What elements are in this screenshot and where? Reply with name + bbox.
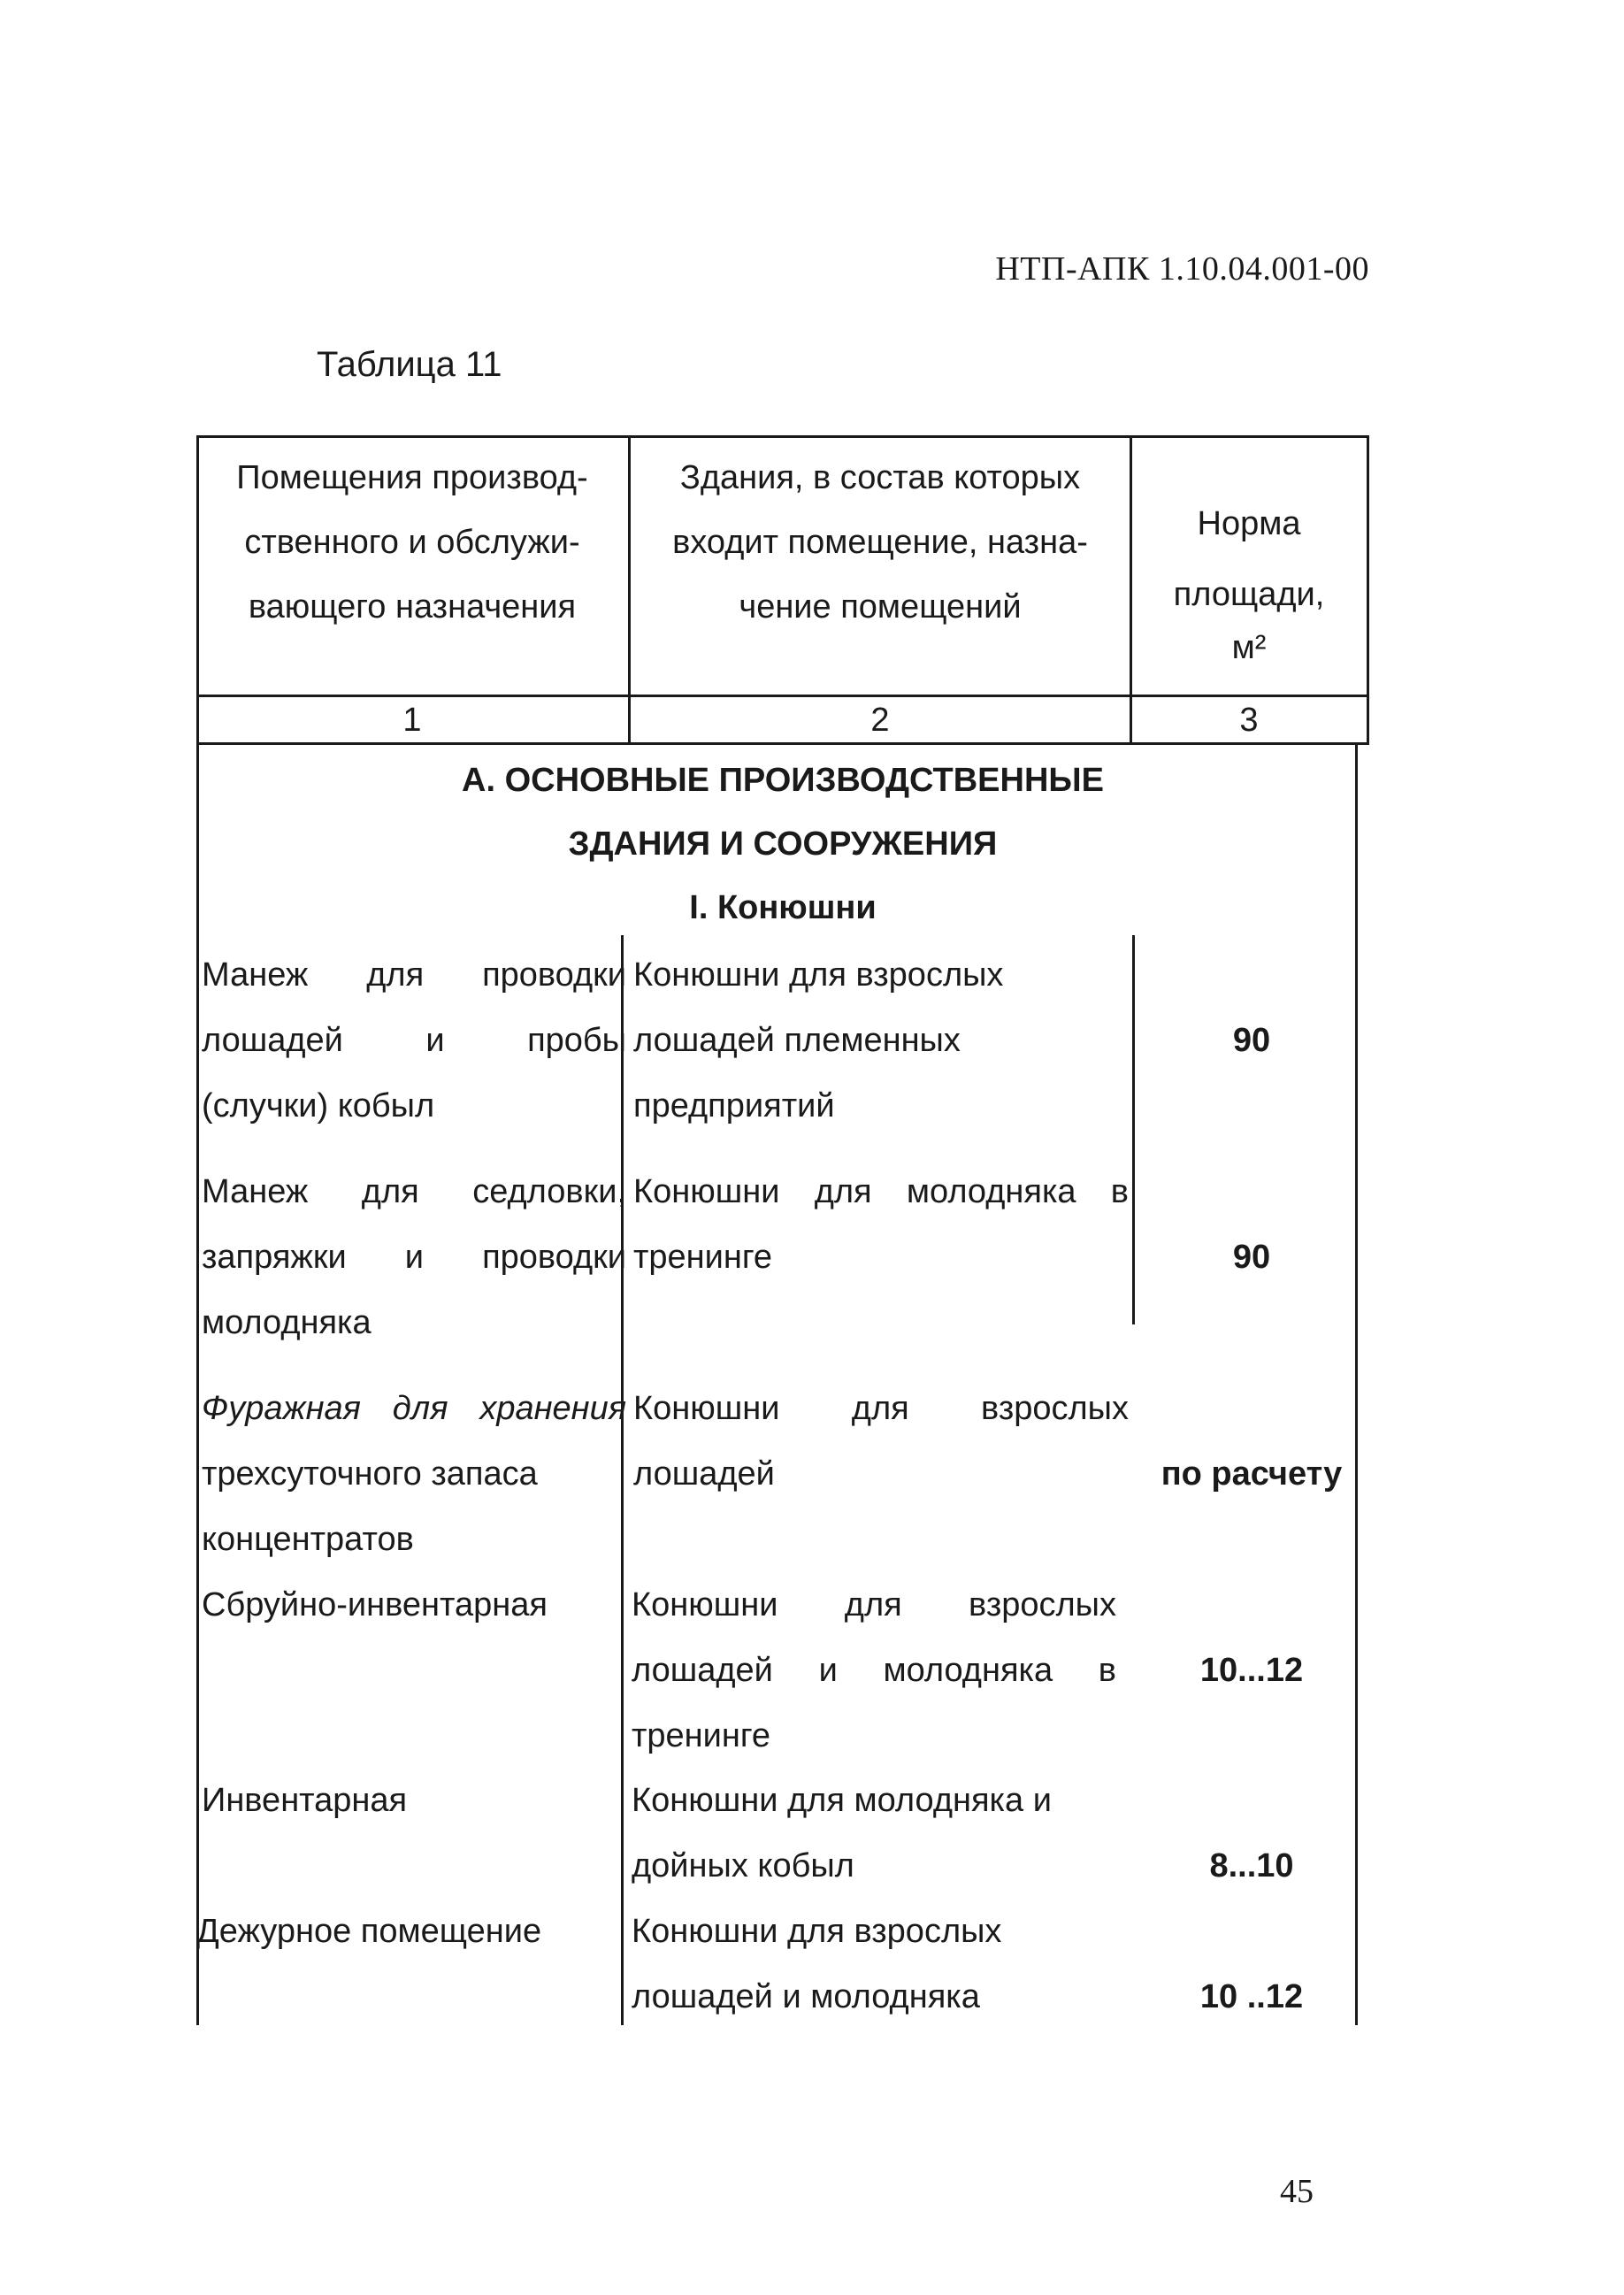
table-row bbox=[196, 1159, 1369, 1355]
page-number: 45 bbox=[1280, 2173, 1314, 2210]
row-building: Конюшни для взрослых лошадей bbox=[633, 1390, 1129, 1493]
header-col2: Здания, в состав которых входит помещение, назна- чение помещений bbox=[672, 459, 1088, 626]
table-row bbox=[196, 1768, 1369, 1899]
subsection-heading: I. Конюшни bbox=[689, 889, 877, 926]
header-divider-row bbox=[196, 742, 1369, 745]
row-building: Конюшни для взрослых лошадей племенных предприятий bbox=[633, 956, 1004, 1124]
row-area-norm: 90 bbox=[1232, 1239, 1271, 1276]
row-building: Конюшни для взрослых лошадей и молодняка в тренинге bbox=[632, 1586, 1116, 1754]
row-room-name: Сбруйно-инвентарная bbox=[202, 1586, 548, 1623]
row-room-name: Дежурное помещение bbox=[196, 1913, 542, 1950]
section-heading: А. ОСНОВНЫЕ ПРОИЗВОДСТВЕННЫЕ bbox=[462, 762, 1104, 799]
table-row bbox=[196, 1376, 1369, 1572]
table-title: Таблица 11 bbox=[317, 345, 502, 384]
row-building: Конюшни для взрослых лошадей и молодняка bbox=[632, 1913, 1002, 2015]
header-col1: Помещения производ- ственного и обслужи- вающего назначения bbox=[236, 459, 588, 626]
table-border-right-upper bbox=[1367, 435, 1369, 745]
section-subheading: ЗДАНИЯ И СООРУЖЕНИЯ bbox=[568, 825, 998, 863]
row-area-norm: 90 bbox=[1232, 1022, 1271, 1059]
column-number-3: 3 bbox=[1239, 702, 1259, 739]
header-divider-col bbox=[628, 435, 631, 745]
row-room-name: Инвентарная bbox=[202, 1782, 408, 1819]
row-building: Конюшни для молодняка в тренинге bbox=[633, 1173, 1129, 1276]
row-room-name: Манеж для седловки, запряжки и проводки молодняка bbox=[202, 1173, 626, 1341]
column-number-2: 2 bbox=[870, 702, 890, 739]
table-row bbox=[196, 942, 1369, 1139]
table-row bbox=[196, 1899, 1369, 2030]
row-room-name: Манеж для проводки лошадей и пробы (случки) кобыл bbox=[202, 956, 626, 1124]
header-divider-row bbox=[196, 695, 1369, 697]
row-room-name: Фуражная для хранения трехсуточного запаса концентратов bbox=[202, 1390, 626, 1558]
header-divider-col bbox=[1130, 435, 1132, 745]
row-area-norm: 10...12 bbox=[1199, 1652, 1304, 1689]
table-row bbox=[196, 1572, 1369, 1769]
document-code: НТП-АПК 1.10.04.001-00 bbox=[995, 250, 1369, 288]
norms-table bbox=[196, 435, 1369, 2025]
table-border-top bbox=[196, 435, 1369, 438]
row-area-norm: 8...10 bbox=[1209, 1847, 1294, 1884]
row-building: Конюшни для молодняка и дойных кобыл bbox=[632, 1782, 1052, 1884]
row-area-norm: 10 ..12 bbox=[1199, 1978, 1304, 2015]
column-number-1: 1 bbox=[402, 702, 422, 739]
row-area-norm: по расчету bbox=[1161, 1455, 1343, 1493]
header-col3: Норма площади, м² bbox=[1173, 505, 1325, 666]
